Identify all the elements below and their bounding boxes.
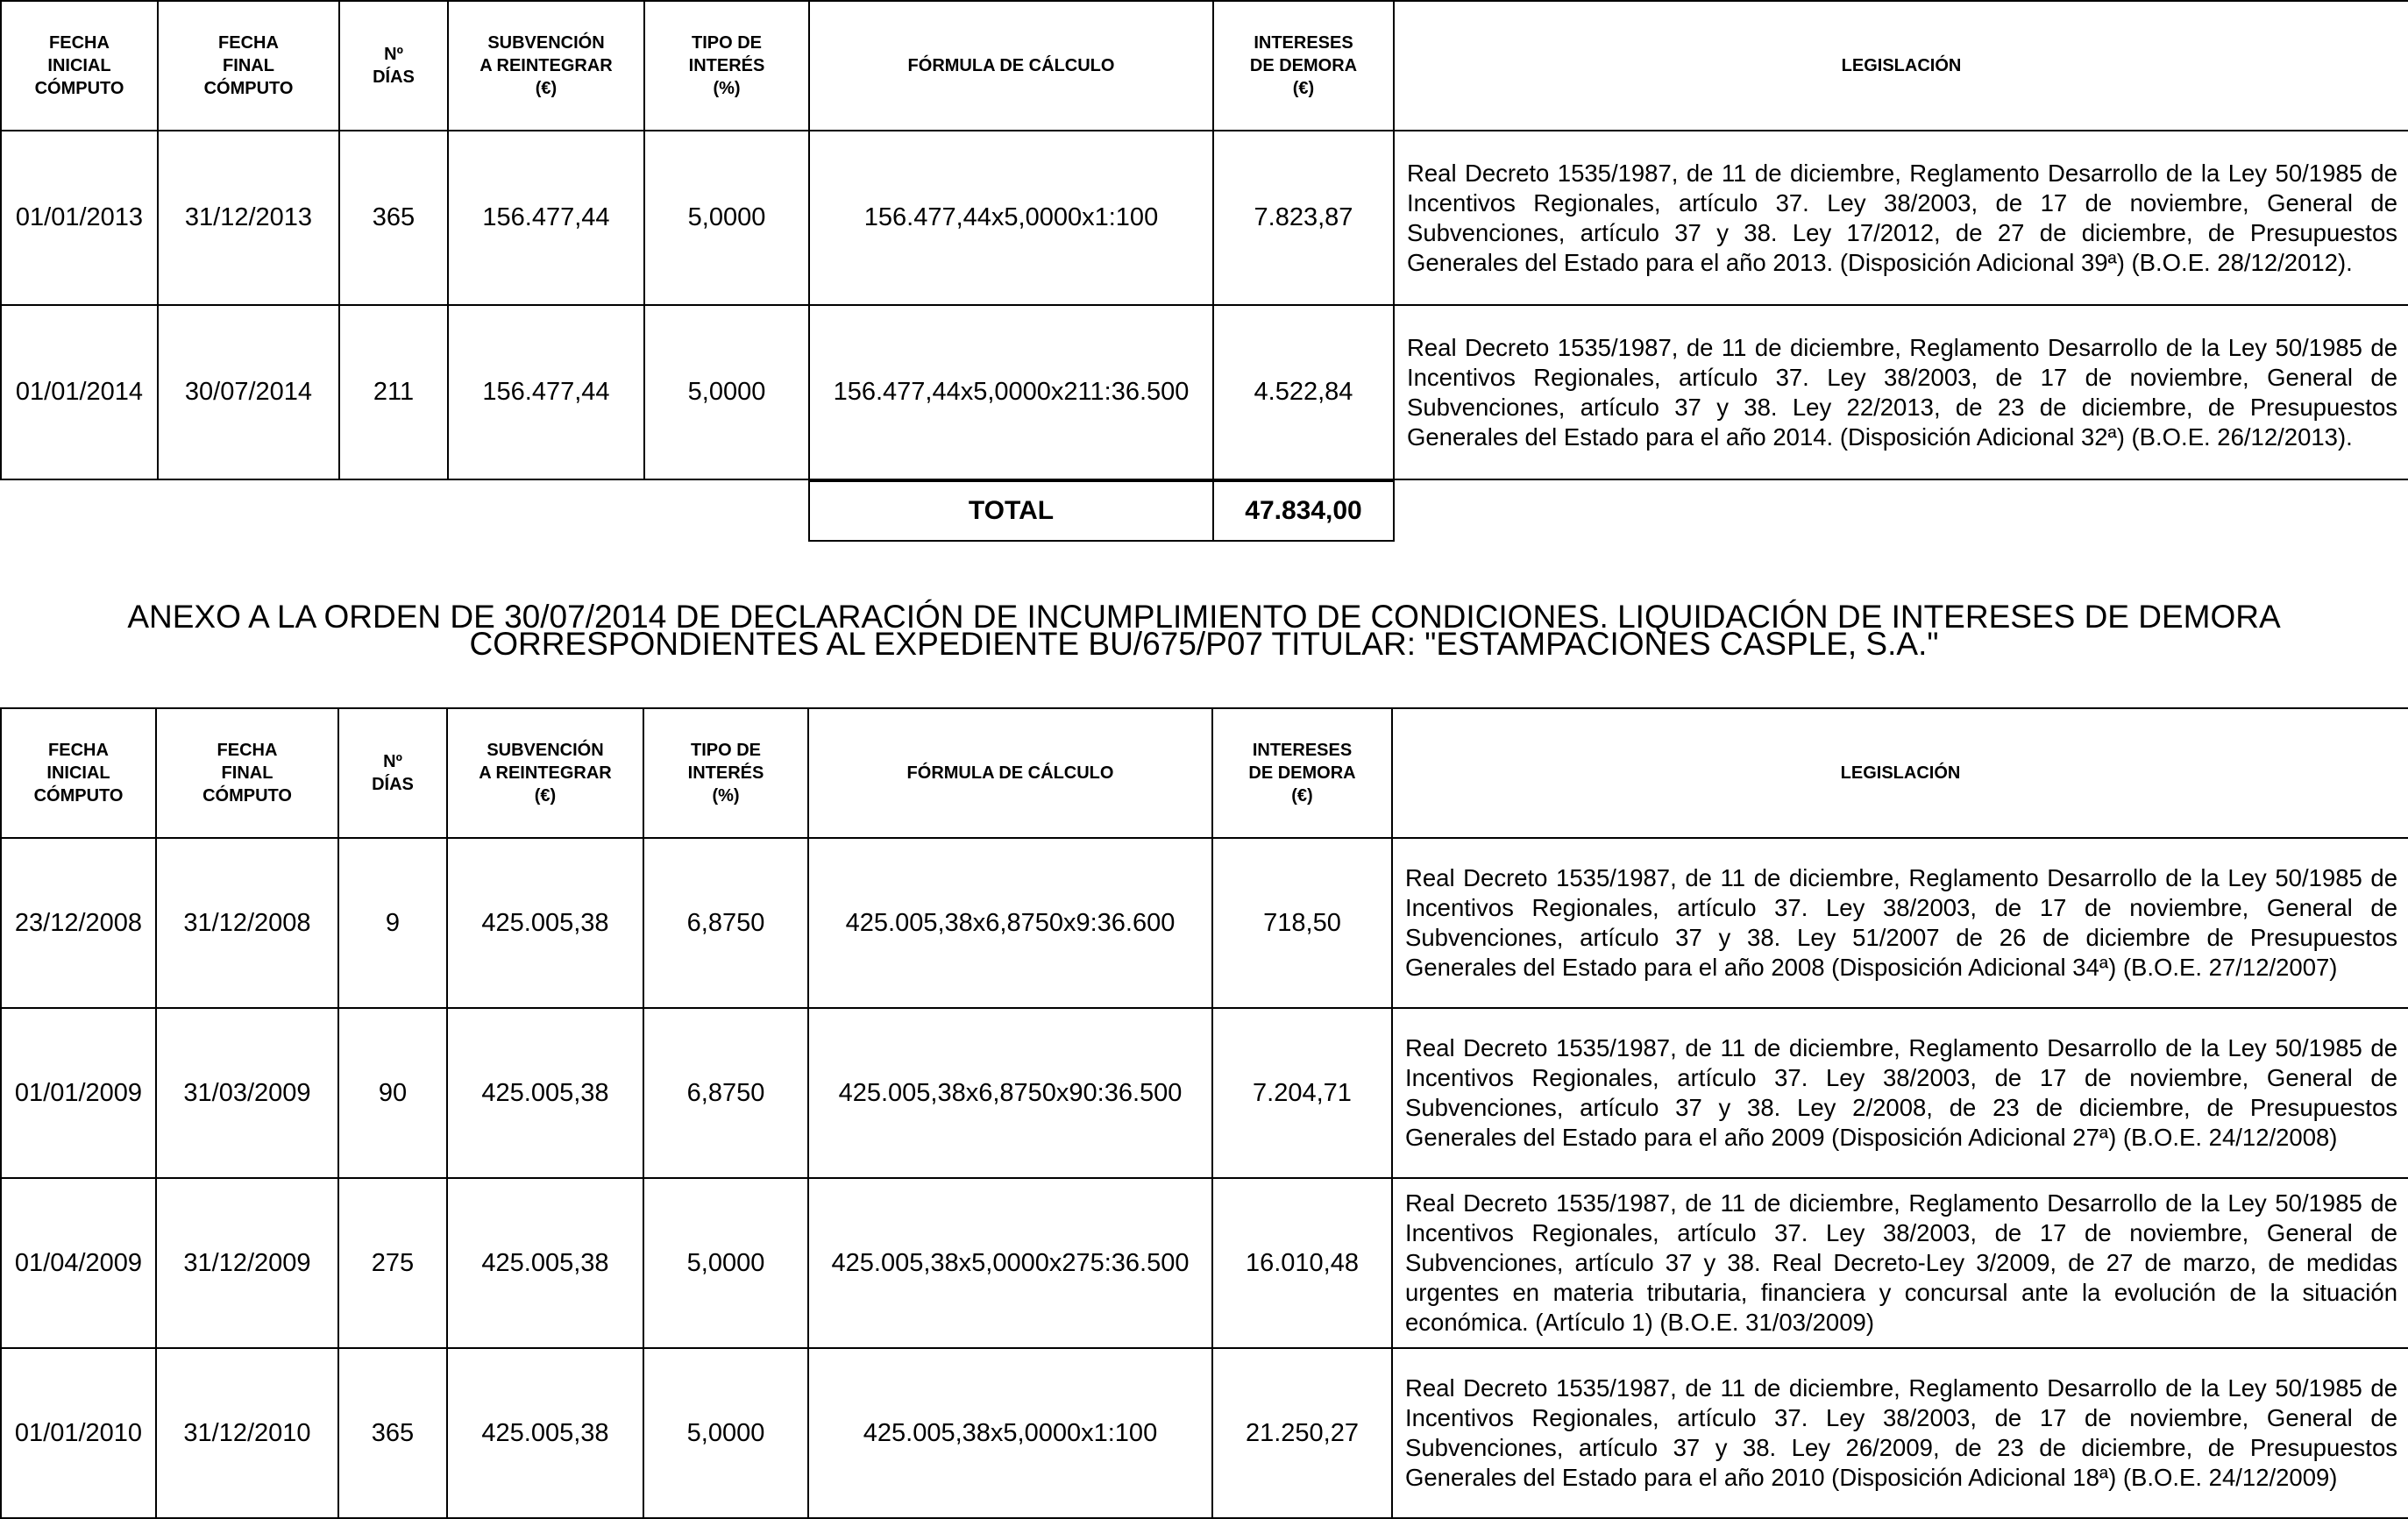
- cell-tipo: 6,8750: [643, 838, 808, 1008]
- cell-formula: 425.005,38x6,8750x9:36.600: [808, 838, 1212, 1008]
- cell-intereses: 7.204,71: [1212, 1008, 1392, 1178]
- table-row: [1, 305, 2408, 479]
- cell-fecha-final: 31/12/2013: [158, 131, 339, 305]
- interest-table-1: [0, 0, 2408, 480]
- table-header-row: [1, 708, 2408, 838]
- cell-legislacion: Real Decreto 1535/1987, de 11 de diciembre, Reglamento Desarrollo de la Ley 50/1985 de Incentivos Regionales, artículo 37. Ley 38/2003, de 17 de noviembre, General de Subvenciones, artículo 37 y 38. Ley 51/2007 de 26 de diciembre de Presupuestos Generales del Estado para el año 2008 (Disposición Adicional 34ª) (B.O.E. 27/12/2007): [1392, 838, 2408, 1008]
- header-tipo-interes: TIPO DE INTERÉS (%): [643, 708, 808, 838]
- cell-fecha-final: 31/12/2009: [156, 1178, 338, 1348]
- cell-fecha-final: 31/12/2008: [156, 838, 338, 1008]
- header-num-dias: Nº DÍAS: [339, 1, 448, 131]
- cell-intereses: 718,50: [1212, 838, 1392, 1008]
- cell-subvencion: 425.005,38: [447, 838, 643, 1008]
- cell-intereses: 21.250,27: [1212, 1348, 1392, 1518]
- cell-tipo: 5,0000: [644, 131, 809, 305]
- table-row: [1, 838, 2408, 1008]
- header-fecha-inicial: FECHA INICIAL CÓMPUTO: [1, 708, 156, 838]
- header-num-dias: Nº DÍAS: [338, 708, 447, 838]
- cell-fecha-inicial: 01/04/2009: [1, 1178, 156, 1348]
- cell-subvencion: 425.005,38: [447, 1178, 643, 1348]
- header-formula: FÓRMULA DE CÁLCULO: [808, 708, 1212, 838]
- cell-formula: 425.005,38x6,8750x90:36.500: [808, 1008, 1212, 1178]
- total-value: 47.834,00: [1213, 481, 1394, 541]
- cell-fecha-inicial: 01/01/2013: [1, 131, 158, 305]
- header-tipo-interes: TIPO DE INTERÉS (%): [644, 1, 809, 131]
- cell-dias: 365: [339, 131, 448, 305]
- cell-formula: 156.477,44x5,0000x1:100: [809, 131, 1213, 305]
- header-fecha-final: FECHA FINAL CÓMPUTO: [158, 1, 339, 131]
- header-subvencion: SUBVENCIÓN A REINTEGRAR (€): [447, 708, 643, 838]
- cell-tipo: 5,0000: [643, 1348, 808, 1518]
- cell-formula: 156.477,44x5,0000x211:36.500: [809, 305, 1213, 479]
- cell-tipo: 5,0000: [644, 305, 809, 479]
- cell-legislacion: Real Decreto 1535/1987, de 11 de diciembre, Reglamento Desarrollo de la Ley 50/1985 de Incentivos Regionales, artículo 37. Ley 38/2003, de 17 de noviembre, General de Subvenciones, artículo 37 y 38. Ley 26/2009, de 23 de diciembre, de Presupuestos Generales del Estado para el año 2010 (Disposición Adicional 18ª) (B.O.E. 24/12/2009): [1392, 1348, 2408, 1518]
- table-header-row: [1, 1, 2408, 131]
- header-subvencion: SUBVENCIÓN A REINTEGRAR (€): [448, 1, 644, 131]
- cell-fecha-inicial: 01/01/2010: [1, 1348, 156, 1518]
- annex-title: [53, 599, 2355, 662]
- header-legislacion: LEGISLACIÓN: [1394, 1, 2408, 131]
- cell-formula: 425.005,38x5,0000x275:36.500: [808, 1178, 1212, 1348]
- cell-legislacion: Real Decreto 1535/1987, de 11 de diciembre, Reglamento Desarrollo de la Ley 50/1985 de Incentivos Regionales, artículo 37. Ley 38/2003, de 17 de noviembre, General de Subvenciones, artículo 37 y 38. Ley 22/2013, de 23 de diciembre, de Presupuestos Generales del Estado para el año 2014. (Disposición Adicional 32ª) (B.O.E. 26/12/2013).: [1394, 305, 2408, 479]
- annex-title-line-1: ANEXO A LA ORDEN DE 30/07/2014 DE DECLARACIÓN DE INCUMPLIMIENTO DE CONDICIONES. LIQUIDACIÓN DE INTERESES DE DEMORA: [127, 599, 2281, 635]
- cell-legislacion: Real Decreto 1535/1987, de 11 de diciembre, Reglamento Desarrollo de la Ley 50/1985 de Incentivos Regionales, artículo 37. Ley 38/2003, de 17 de noviembre, General de Subvenciones, artículo 37 y 38. Real Decreto-Ley 3/2009, de 27 de marzo, de medidas urgentes en materia tributaria, financiera y concursal ante la evolución de la situación económica. (Artículo 1) (B.O.E. 31/03/2009): [1392, 1178, 2408, 1348]
- table-row: [1, 1008, 2408, 1178]
- cell-subvencion: 156.477,44: [448, 305, 644, 479]
- cell-dias: 365: [338, 1348, 447, 1518]
- cell-dias: 211: [339, 305, 448, 479]
- table-row: [1, 1348, 2408, 1518]
- cell-intereses: 4.522,84: [1213, 305, 1394, 479]
- total-box: [808, 480, 1395, 542]
- cell-fecha-inicial: 01/01/2009: [1, 1008, 156, 1178]
- header-intereses: INTERESES DE DEMORA (€): [1213, 1, 1394, 131]
- cell-intereses: 16.010,48: [1212, 1178, 1392, 1348]
- table-row: [1, 1178, 2408, 1348]
- cell-legislacion: Real Decreto 1535/1987, de 11 de diciembre, Reglamento Desarrollo de la Ley 50/1985 de Incentivos Regionales, artículo 37. Ley 38/2003, de 17 de noviembre, General de Subvenciones, artículo 37 y 38. Ley 2/2008, de 23 de diciembre, de Presupuestos Generales del Estado para el año 2009 (Disposición Adicional 27ª) (B.O.E. 24/12/2008): [1392, 1008, 2408, 1178]
- cell-tipo: 5,0000: [643, 1178, 808, 1348]
- cell-fecha-final: 31/12/2010: [156, 1348, 338, 1518]
- header-fecha-inicial: FECHA INICIAL CÓMPUTO: [1, 1, 158, 131]
- cell-fecha-final: 30/07/2014: [158, 305, 339, 479]
- cell-subvencion: 156.477,44: [448, 131, 644, 305]
- cell-formula: 425.005,38x5,0000x1:100: [808, 1348, 1212, 1518]
- cell-fecha-inicial: 01/01/2014: [1, 305, 158, 479]
- table-row: [1, 131, 2408, 305]
- header-intereses: INTERESES DE DEMORA (€): [1212, 708, 1392, 838]
- header-formula: FÓRMULA DE CÁLCULO: [809, 1, 1213, 131]
- interest-table-2: [0, 707, 2408, 1519]
- cell-dias: 90: [338, 1008, 447, 1178]
- cell-fecha-final: 31/03/2009: [156, 1008, 338, 1178]
- cell-dias: 275: [338, 1178, 447, 1348]
- cell-fecha-inicial: 23/12/2008: [1, 838, 156, 1008]
- cell-subvencion: 425.005,38: [447, 1008, 643, 1178]
- cell-legislacion: Real Decreto 1535/1987, de 11 de diciembre, Reglamento Desarrollo de la Ley 50/1985 de Incentivos Regionales, artículo 37. Ley 38/2003, de 17 de noviembre, General de Subvenciones, artículo 37 y 38. Ley 17/2012, de 27 de diciembre, de Presupuestos Generales del Estado para el año 2013. (Disposición Adicional 39ª) (B.O.E. 28/12/2012).: [1394, 131, 2408, 305]
- header-fecha-final: FECHA FINAL CÓMPUTO: [156, 708, 338, 838]
- header-legislacion: LEGISLACIÓN: [1392, 708, 2408, 838]
- cell-subvencion: 425.005,38: [447, 1348, 643, 1518]
- annex-title-line-2: CORRESPONDIENTES AL EXPEDIENTE BU/675/P07 TITULAR: "ESTAMPACIONES CASPLE, S.A.": [469, 626, 1939, 662]
- cell-tipo: 6,8750: [643, 1008, 808, 1178]
- cell-dias: 9: [338, 838, 447, 1008]
- total-label: TOTAL: [809, 481, 1213, 541]
- cell-intereses: 7.823,87: [1213, 131, 1394, 305]
